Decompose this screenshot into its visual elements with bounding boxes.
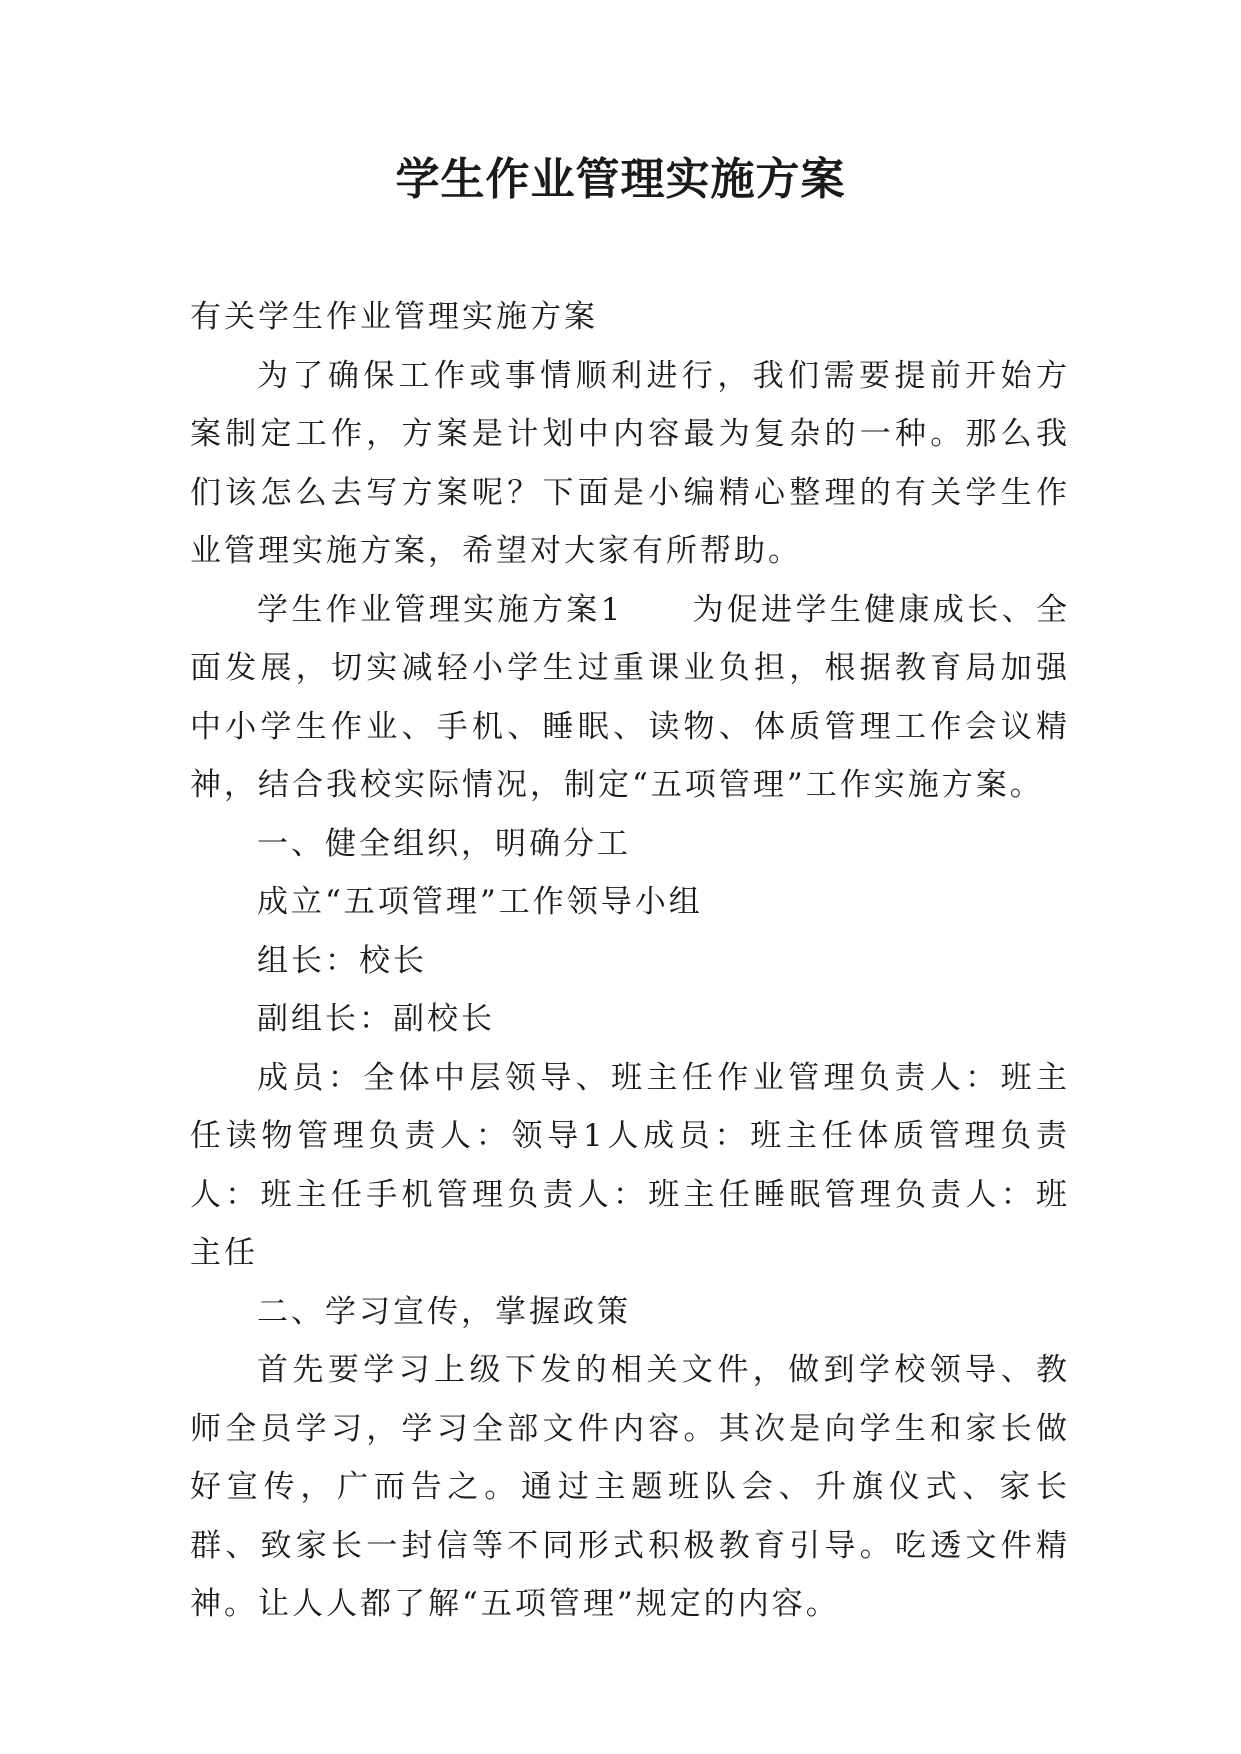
paragraph: 组长：校长 bbox=[257, 942, 427, 979]
paragraph: 成立“五项管理”工作领导小组 bbox=[257, 884, 703, 920]
section-heading: 二、学习宣传，掌握政策 bbox=[257, 1293, 631, 1330]
paragraph: 有关学生作业管理实施方案 bbox=[190, 299, 598, 335]
paragraph: 副组长：副校长 bbox=[257, 1001, 495, 1037]
document-title: 学生作业管理实施方案 bbox=[395, 154, 846, 205]
section-heading: 一、健全组织，明确分工 bbox=[257, 825, 631, 862]
paragraph: 首先要学习上级下发的相关文件，做到学校领导、教师全员学习，学习全部文件内容。其次是向学生和家长做好宣传，广而告之。通过主题班队会、升旗仪式、家长群、致家长一封信等不同形式积极教育引导。吃透文件精神。让人人都了解“五项管理”规定的内容。 bbox=[190, 1352, 1070, 1622]
document-body bbox=[190, 288, 1070, 1634]
paragraph: 为了确保工作或事情顺利进行，我们需要提前开始方案制定工作，方案是计划中内容最为复杂的一种。那么我们该怎么去写方案呢？下面是小编精心整理的有关学生作业管理实施方案，希望对大家有所帮助。 bbox=[190, 357, 1070, 569]
paragraph: 成员：全体中层领导、班主任作业管理负责人：班主任读物管理负责人：领导1人成员：班主任体质管理负责人：班主任手机管理负责人：班主任睡眠管理负责人：班主任 bbox=[190, 1059, 1070, 1271]
paragraph: 学生作业管理实施方案1 为促进学生健康成长、全面发展，切实减轻小学生过重课业负担，根据教育局加强中小学生作业、手机、睡眠、读物、体质管理工作会议精神，结合我校实际情况，制定“五项管理”工作实施方案。 bbox=[190, 591, 1070, 803]
